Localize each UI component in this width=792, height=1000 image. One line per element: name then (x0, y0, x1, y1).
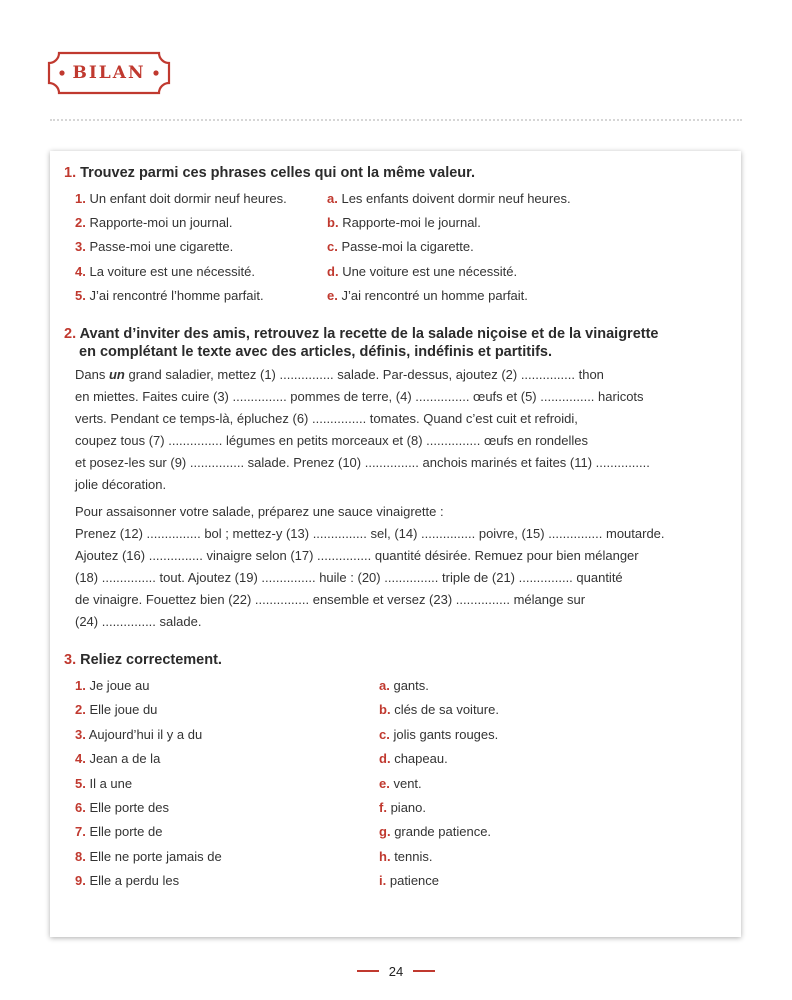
paragraph-line: et posez-les sur (9) ............... salade. Prenez (10) ............... anchois marinés et faites (11) ............... (75, 455, 650, 470)
item-text: chapeau. (394, 751, 448, 766)
list-item (75, 751, 160, 767)
item-letter: a. (379, 678, 390, 693)
footer-dash-right (413, 970, 435, 972)
item-text: Elle porte de (89, 824, 163, 839)
item-text: tennis. (394, 849, 433, 864)
list-item (327, 264, 517, 280)
footer-dash-left (357, 970, 379, 972)
list-item (75, 800, 169, 816)
list-item (379, 849, 433, 865)
paragraph-line: jolie décoration. (75, 477, 167, 492)
item-text: Les enfants doivent dormir neuf heures. (341, 191, 571, 206)
item-text: La voiture est une nécessité. (89, 264, 255, 279)
paragraph-line: (24) ............... salade. (75, 614, 202, 629)
item-letter: a. (327, 191, 338, 206)
item-text: Passe-moi une cigarette. (89, 239, 234, 254)
item-text: vent. (393, 776, 422, 791)
item-letter: g. (379, 824, 391, 839)
item-text: Passe-moi la cigarette. (341, 239, 474, 254)
list-item (75, 702, 157, 718)
item-number: 7. (75, 824, 86, 839)
paragraph-line: en miettes. Faites cuire (3) ............... pommes de terre, (4) ............... œufs et (5) ............... haricots (75, 389, 644, 404)
item-number: 8. (75, 849, 86, 864)
list-item (75, 264, 255, 280)
recipe-paragraph-2 (75, 501, 687, 633)
list-item (379, 702, 499, 718)
list-item (327, 215, 481, 231)
paragraph-line: coupez tous (7) ............... légumes en petits morceaux et (8) ............... œufs en rondelles (75, 433, 588, 448)
item-text: clés de sa voiture. (394, 702, 499, 717)
paragraph-line: verts. Pendant ce temps-là, épluchez (6) ............... tomates. Quand c’est cuit et refroidi, (75, 411, 578, 426)
list-item (75, 215, 233, 231)
exercise-number: 3. (64, 652, 77, 668)
paragraph-line: de vinaigre. Fouettez bien (22) ............... ensemble et versez (23) ............... mélange sur (75, 592, 586, 607)
item-number: 2. (75, 215, 86, 230)
exercise-title-text: Avant d’inviter des amis, retrouvez la recette de la salade niçoise et de la vinaigrette (79, 326, 659, 342)
list-item (75, 727, 202, 743)
exercise-number: 1. (64, 165, 77, 181)
badge-label: BILAN (72, 63, 146, 83)
list-item (379, 727, 498, 743)
list-item (75, 824, 162, 840)
item-number: 3. (75, 239, 86, 254)
item-letter: d. (327, 264, 339, 279)
item-text: grande patience. (394, 824, 492, 839)
list-item (75, 288, 264, 304)
item-letter: b. (379, 702, 391, 717)
item-text: patience (389, 873, 440, 888)
item-number: 9. (75, 873, 86, 888)
item-number: 4. (75, 264, 86, 279)
item-letter: i. (379, 873, 387, 888)
list-item (327, 239, 474, 255)
item-text: Elle porte des (89, 800, 169, 815)
item-text: jolis gants rouges. (393, 727, 499, 742)
list-item (75, 191, 287, 207)
item-text: gants. (393, 678, 429, 693)
item-number: 3. (75, 727, 86, 742)
page-footer (346, 962, 446, 980)
list-item (379, 678, 429, 694)
item-text: Je joue au (89, 678, 150, 693)
item-letter: e. (327, 288, 338, 303)
item-text: Elle a perdu les (89, 873, 180, 888)
exercise-card (50, 151, 741, 937)
item-text: Il a une (89, 776, 133, 791)
dotted-divider (50, 119, 742, 121)
item-text: Rapporte-moi un journal. (89, 215, 233, 230)
item-letter: e. (379, 776, 390, 791)
paragraph-line: Prenez (12) ............... bol ; mettez-y (13) ............... sel, (14) ............... poivre, (15) ............... moutarde. (75, 526, 665, 541)
item-text: Elle joue du (89, 702, 158, 717)
item-letter: c. (379, 727, 390, 742)
item-letter: b. (327, 215, 339, 230)
exercise-number: 2. (64, 326, 77, 342)
item-text: Une voiture est une nécessité. (342, 264, 518, 279)
page-number: 24 (388, 963, 404, 979)
list-item (379, 800, 426, 816)
list-item (379, 751, 448, 767)
item-letter: h. (379, 849, 391, 864)
exercise-3-title (64, 651, 222, 669)
exercise-1-title (64, 164, 475, 182)
item-number: 1. (75, 678, 86, 693)
list-item (75, 849, 222, 865)
list-item (379, 824, 491, 840)
item-text: J’ai rencontré l’homme parfait. (89, 288, 264, 303)
list-item (327, 191, 571, 207)
item-number: 6. (75, 800, 86, 815)
exercise-title-text-cont: en complétant le texte avec des articles, définis, indéfinis et partitifs. (79, 344, 553, 360)
item-number: 5. (75, 776, 86, 791)
item-number: 1. (75, 191, 86, 206)
list-item (75, 678, 149, 694)
item-text: J’ai rencontré un homme parfait. (341, 288, 528, 303)
paragraph-line: (18) ............... tout. Ajoutez (19) ............... huile : (20) ............... triple de (21) ............... quantité (75, 570, 623, 585)
item-text: Aujourd’hui il y a du (88, 727, 203, 742)
item-text: Elle ne porte jamais de (89, 849, 222, 864)
item-number: 2. (75, 702, 86, 717)
item-letter: d. (379, 751, 391, 766)
item-letter: c. (327, 239, 338, 254)
paragraph-line: Pour assaisonner votre salade, préparez une sauce vinaigrette : (75, 504, 444, 519)
item-text: Jean a de la (89, 751, 161, 766)
item-letter: f. (379, 800, 387, 815)
exercise-2-title (64, 325, 704, 361)
item-text: Un enfant doit dormir neuf heures. (89, 191, 287, 206)
list-item (327, 288, 528, 304)
list-item (75, 873, 179, 889)
list-item (75, 239, 233, 255)
item-number: 5. (75, 288, 86, 303)
item-text: piano. (390, 800, 426, 815)
recipe-paragraph-1 (75, 364, 687, 496)
list-item (379, 776, 422, 792)
list-item (379, 873, 439, 889)
exercise-title-text: Trouvez parmi ces phrases celles qui ont la même valeur. (80, 165, 476, 181)
item-number: 4. (75, 751, 86, 766)
item-text: Rapporte-moi le journal. (342, 215, 481, 230)
section-badge (47, 51, 171, 95)
exercise-title-text: Reliez correctement. (80, 652, 222, 668)
paragraph-line: Dans un grand saladier, mettez (1) ............... salade. Par-dessus, ajoutez (2) ............... thon (75, 367, 604, 382)
list-item (75, 776, 132, 792)
paragraph-line: Ajoutez (16) ............... vinaigre selon (17) ............... quantité désirée. Remuez pour bien mélanger (75, 548, 639, 563)
